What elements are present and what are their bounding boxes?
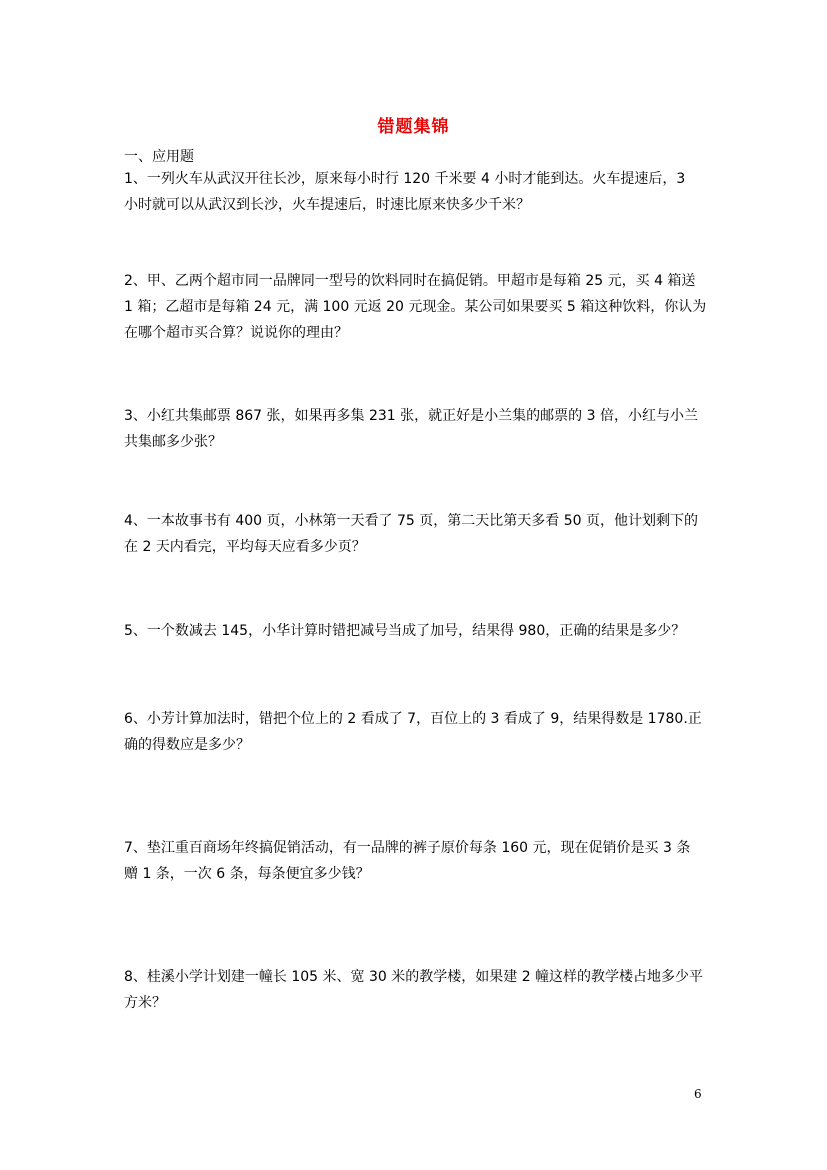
problem-5 [124,618,709,644]
problem-line: 3、小红共集邮票 867 张，如果再多集 231 张，就正好是小兰集的邮票的 3 倍，小红与小兰 [124,408,698,424]
page-title: 错题集锦 [377,117,450,137]
problem-line: 1、一列火车从武汉开往长沙，原来每小时行 120 千米要 4 小时才能到达。火车提速后，3 [124,171,686,187]
section-heading: 一、应用题 [124,149,194,165]
problem-line: 确的得数应是多少？ [124,737,250,753]
problem-line: 赠 1 条，一次 6 条，每条便宜多少钱？ [124,866,370,882]
problem-7 [124,835,709,887]
problem-8 [124,964,709,1016]
problem-line: 8、桂溪小学计划建一幢长 105 米、宽 30 米的教学楼，如果建 2 幢这样的教学楼占地多少平 [124,969,704,985]
problem-line: 6、小芳计算加法时，错把个位上的 2 看成了 7，百位上的 3 看成了 9，结果得数是 1780.正 [124,711,702,727]
problem-line: 在 2 天内看完，平均每天应看多少页？ [124,539,366,555]
problem-line: 5、一个数减去 145，小华计算时错把减号当成了加号，结果得 980，正确的结果是多少？ [124,623,686,639]
problem-4 [124,508,709,560]
page-number: 6 [694,1087,702,1101]
problem-line: 共集邮多少张？ [124,434,222,450]
problem-line: 2、甲、乙两个超市同一品牌同一型号的饮料同时在搞促销。甲超市是每箱 25 元，买 4 箱送 [124,273,696,289]
problem-line: 4、一本故事书有 400 页，小林第一天看了 75 页，第二天比第天多看 50 页，他计划剩下的 [124,513,698,529]
problem-6 [124,706,709,758]
problem-line: 1 箱；乙超市是每箱 24 元，满 100 元返 20 元现金。某公司如果要买 5 箱这种饮料，你认为 [124,299,707,315]
problem-line: 7、垫江重百商场年终搞促销活动，有一品牌的裤子原价每条 160 元，现在促销价是买 3 条 [124,840,691,856]
problem-line: 小时就可以从武汉到长沙，火车提速后，时速比原来快多少千米？ [124,197,530,213]
problem-1 [124,166,709,218]
problem-2 [124,268,709,346]
problem-line: 在哪个超市买合算？说说你的理由？ [124,325,348,341]
problem-line: 方米？ [124,995,166,1011]
problem-3 [124,403,709,455]
